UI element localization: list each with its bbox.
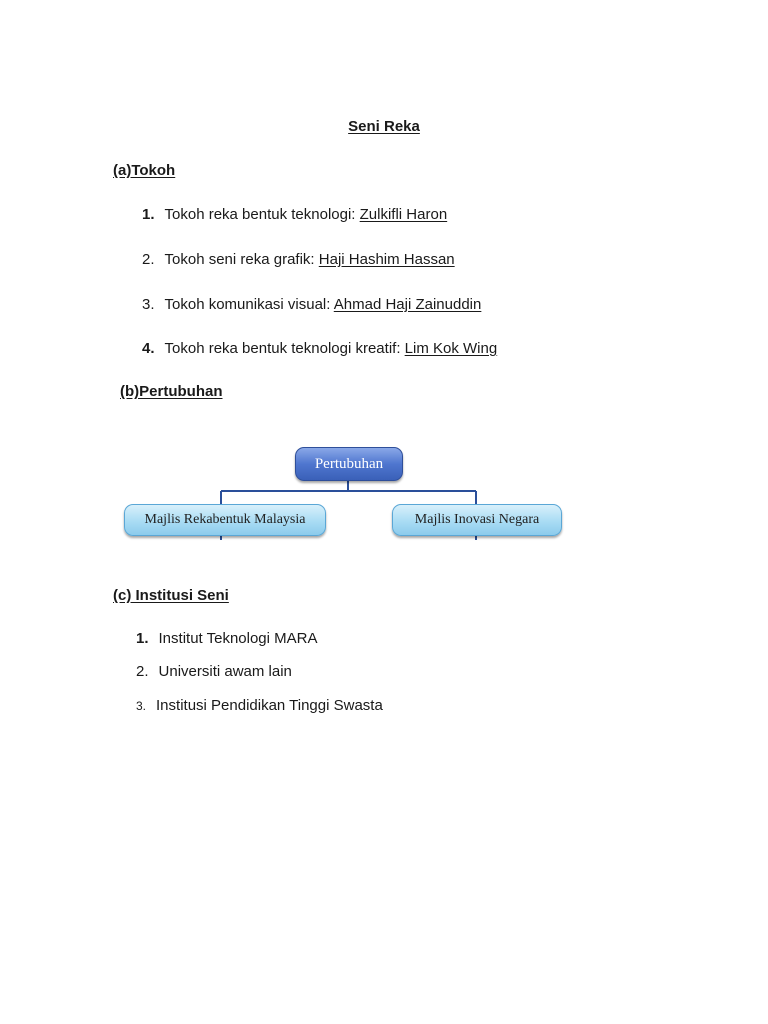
list-text: Universiti awam lain <box>158 663 292 680</box>
list-text: Tokoh reka bentuk teknologi kreatif: <box>164 340 405 357</box>
section-a-heading: (a)Tokoh <box>113 162 176 179</box>
person-name: Ahmad Haji Zainuddin <box>333 296 482 313</box>
institusi-item-1 <box>136 630 317 647</box>
person-name: Haji Hashim Hassan <box>318 251 455 268</box>
list-text: Tokoh komunikasi visual: <box>164 296 334 313</box>
list-text: Institusi Pendidikan Tinggi Swasta <box>156 697 383 714</box>
institusi-item-2 <box>136 663 292 680</box>
list-text: Institut Teknologi MARA <box>158 630 318 647</box>
list-number: 1. <box>142 206 155 223</box>
list-number: 4. <box>142 340 155 357</box>
org-child-label: Majlis Rekabentuk Malaysia <box>144 512 306 527</box>
list-number: 1. <box>136 630 149 647</box>
person-name: Lim Kok Wing <box>404 340 498 357</box>
list-number: 2. <box>136 663 149 680</box>
org-root-box <box>295 447 403 481</box>
list-number: 3. <box>142 296 155 313</box>
list-number: 2. <box>142 251 155 268</box>
document-title: Seni Reka <box>348 118 420 135</box>
list-text: Tokoh reka bentuk teknologi: <box>164 206 360 223</box>
institusi-item-3 <box>136 697 383 714</box>
org-child-box-left <box>124 504 326 536</box>
person-name: Zulkifli Haron <box>359 206 448 223</box>
org-root-label: Pertubuhan <box>314 455 384 472</box>
org-child-box-right <box>392 504 562 536</box>
list-text: Tokoh seni reka grafik: <box>164 251 319 268</box>
section-c-heading: (c) Institusi Seni <box>113 587 229 604</box>
org-child-label: Majlis Inovasi Negara <box>414 512 540 527</box>
list-number: 3. <box>136 699 147 713</box>
section-b-heading: (b)Pertubuhan <box>120 383 223 400</box>
